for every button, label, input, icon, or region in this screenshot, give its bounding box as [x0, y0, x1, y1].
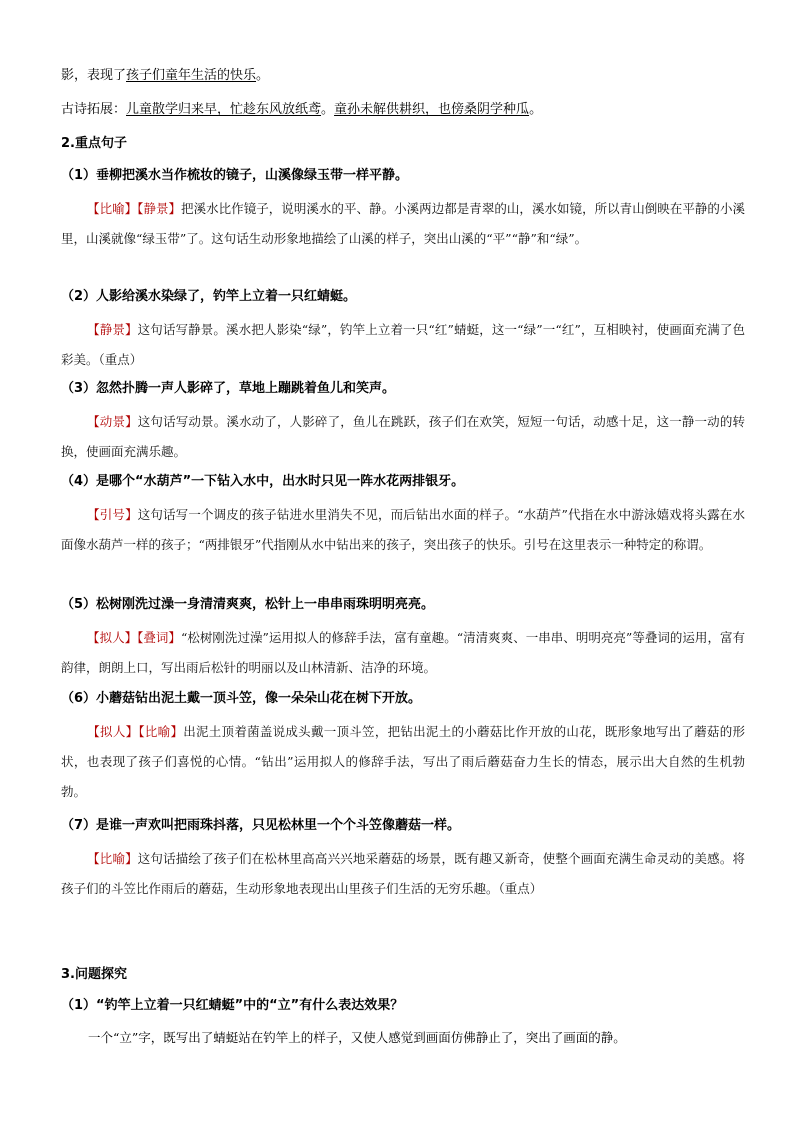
note-4 — [61, 500, 745, 560]
note-2-text: 这句话写静景。溪水把人影染“绿”，钓竿上立着一只“红”蜻蜓，这一“绿”一“红”，互相映衬，使画面充满了色彩美。（重点） — [61, 322, 745, 367]
note-7 — [61, 844, 745, 904]
poem-part2: 童孙未解供耕织，也傍桑阴学种瓜 — [334, 102, 530, 117]
poem-label: 古诗拓展： — [61, 102, 127, 117]
sentence-1: （1）垂柳把溪水当作梳妆的镜子，山溪像绿玉带一样平静。 — [61, 168, 409, 183]
note-5 — [61, 623, 745, 683]
intro-text: 影，表现了 — [61, 68, 127, 83]
sentence-2: （2）人影给溪水染绿了，钓竿上立着一只红蜻蜓。 — [61, 289, 357, 304]
poem-end: 。 — [529, 102, 543, 117]
note-3-tags: 【动景】 — [87, 414, 138, 429]
poem-sep: 。 — [321, 102, 335, 117]
sentence-3: （3）忽然扑腾一声人影碎了，草地上蹦跳着鱼儿和笑声。 — [61, 381, 396, 396]
section-heading-question-exploration: 3.问题探究 — [61, 967, 127, 982]
note-3-text: 这句话写动景。溪水动了，人影碎了，鱼儿在跳跃，孩子们在欢笑，短短一句话，动感十足，这一静一动的转换，使画面充满乐趣。 — [61, 414, 745, 459]
answer-1: 一个“立”字，既写出了蜻蜓站在钓竿上的样子，又使人感觉到画面仿佛静止了，突出了画面的静。 — [88, 1030, 626, 1045]
note-4-tags: 【引号】 — [87, 507, 138, 522]
poem-part1: 儿童散学归来早，忙趁东风放纸鸢 — [126, 102, 322, 117]
note-6-text: 出泥土顶着菌盖说成头戴一顶斗笠，把钻出泥土的小蘑菇比作开放的山花，既形象地写出了蘑菇的形状，也表现了孩子们喜悦的心情。“钻出”运用拟人的修辞手法，写出了雨后蘑菇奋力生长的情态，展示出大自然的生机勃勃。 — [61, 724, 745, 799]
note-5-tags: 【拟人】【叠词】 — [87, 630, 181, 645]
sentence-5: （5）松树刚洗过澡一身清清爽爽，松针上一串串雨珠明明亮亮。 — [61, 597, 435, 612]
sentence-4: （4）是哪个“水葫芦”一下钻入水中，出水时只见一阵水花两排银牙。 — [61, 474, 465, 489]
section-heading-key-sentences: 2.重点句子 — [61, 136, 127, 151]
note-2-tags: 【静景】 — [87, 322, 138, 337]
note-6-tags: 【拟人】【比喻】 — [87, 724, 184, 739]
note-1-text: 把溪水比作镜子，说明溪水的平、静。小溪两边都是青翠的山，溪水如镜，所以青山倒映在平静的小溪里，山溪就像“绿玉带”了。这句话生动形象地描绘了山溪的样子，突出山溪的“平”“静”和“绿”。 — [61, 201, 745, 246]
intro-line — [61, 66, 269, 86]
note-1-tags: 【比喻】【静景】 — [87, 201, 182, 216]
note-6 — [61, 717, 745, 807]
note-2 — [61, 315, 745, 375]
note-5-text: “松树刚洗过澡”运用拟人的修辞手法，富有童趣。“清清爽爽、一串串、明明亮亮”等叠词的运用，富有韵律，朗朗上口，写出雨后松针的明丽以及山林清新、洁净的环境。 — [61, 630, 745, 675]
note-7-tags: 【比喻】 — [87, 851, 138, 866]
note-3 — [61, 407, 745, 467]
note-7-text: 这句话描绘了孩子们在松林里高高兴兴地采蘑菇的场景，既有趣又新奇，使整个画面充满生命灵动的美感。将孩子们的斗笠比作雨后的蘑菇，生动形象地表现出山里孩子们生活的无穷乐趣。（重点） — [61, 851, 745, 896]
poem-line — [61, 100, 542, 120]
note-1 — [61, 194, 745, 254]
sentence-7: （7）是谁一声欢叫把雨珠抖落，只见松林里一个个斗笠像蘑菇一样。 — [61, 818, 461, 833]
sentence-6: （6）小蘑菇钻出泥土戴一顶斗笠，像一朵朵山花在树下开放。 — [61, 691, 422, 706]
note-4-text: 这句话写一个调皮的孩子钻进水里消失不见，而后钻出水面的样子。“水葫芦”代指在水中游泳嬉戏将头露在水面像水葫芦一样的孩子；“两排银牙”代指刚从水中钻出来的孩子，突出孩子的快乐。引号在这里表示一种特定的称谓。 — [61, 507, 745, 552]
intro-punct: 。 — [256, 68, 270, 83]
intro-underlined-text: 孩子们童年生活的快乐 — [126, 68, 257, 83]
question-1: （1）“钓竿上立着一只红蜻蜓”中的“立”有什么表达效果？ — [61, 998, 404, 1013]
